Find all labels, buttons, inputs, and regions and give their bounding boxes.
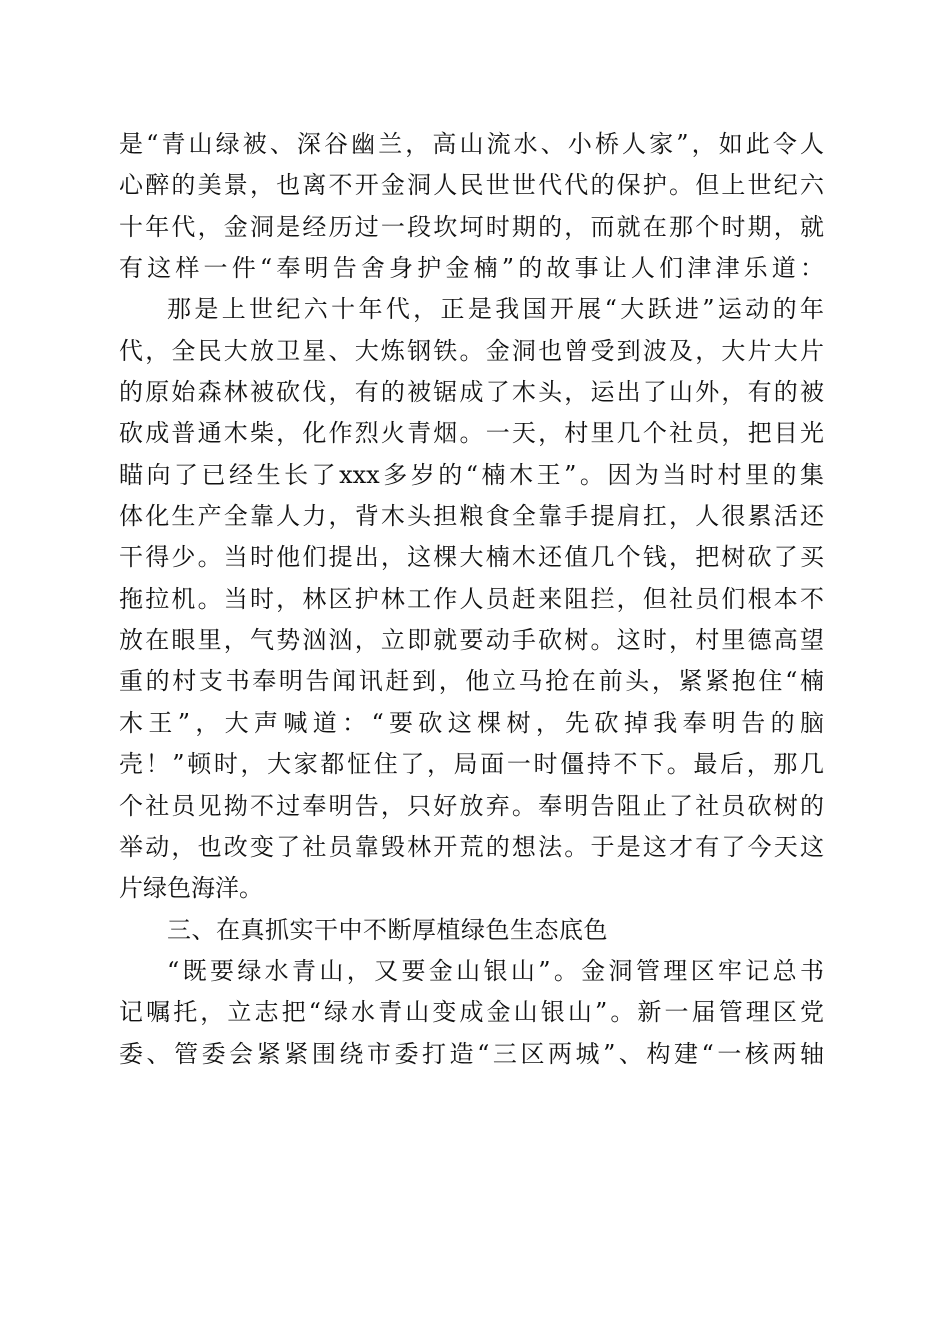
text-line: 拖拉机。当时，林区护林工作人员赶来阻拦，但社员们根本不 — [119, 584, 824, 613]
text-line: 的原始森林被砍伐，有的被锯成了木头，运出了山外，有的被 — [119, 378, 824, 407]
text-line: 十年代，金洞是经历过一段坎坷时期的，而就在那个时期，就 — [119, 212, 824, 241]
text-line: 记嘱托，立志把“绿水青山变成金山银山”。新一届管理区党 — [119, 998, 824, 1027]
text-line: 代，全民大放卫星、大炼钢铁。金洞也曾受到波及，大片大片 — [119, 336, 824, 365]
text-line: 木王”，大声喊道：“要砍这棵树，先砍掉我奉明告的脑 — [119, 708, 824, 737]
text-line: 体化生产全靠人力，背木头担粮食全靠手提肩扛，人很累活还 — [119, 502, 824, 531]
text-line: 片绿色海洋。 — [119, 874, 263, 903]
text-line: 那是上世纪六十年代，正是我国开展“大跃进”运动的年 — [167, 295, 824, 324]
text-line: 是“青山绿被、深谷幽兰，高山流水、小桥人家”，如此令人 — [119, 130, 824, 158]
text-line: 瞄向了已经生长了xxx多岁的“楠木王”。因为当时村里的集 — [119, 460, 824, 489]
text-line: 干得少。当时他们提出，这棵大楠木还值几个钱，把树砍了买 — [119, 543, 824, 572]
section-heading: 三、在真抓实干中不断厚植绿色生态底色 — [167, 915, 608, 944]
text-line: 砍成普通木柴，化作烈火青烟。一天，村里几个社员，把目光 — [119, 419, 824, 448]
text-line: “既要绿水青山，又要金山银山”。金洞管理区牢记总书 — [167, 956, 824, 985]
text-line: 心醉的美景，也离不开金洞人民世世代代的保护。但上世纪六 — [119, 171, 824, 200]
text-line: 委、管委会紧紧围绕市委打造“三区两城”、构建“一核两轴 — [119, 1039, 824, 1068]
text-line: 个社员见拗不过奉明告，只好放弃。奉明告阻止了社员砍树的 — [119, 791, 824, 820]
text-line: 重的村支书奉明告闻讯赶到，他立马抢在前头，紧紧抱住“楠 — [119, 667, 824, 696]
text-line: 有这样一件“奉明告舍身护金楠”的故事让人们津津乐道： — [119, 254, 824, 283]
text-line: 壳！”顿时，大家都怔住了，局面一时僵持不下。最后，那几 — [119, 750, 824, 779]
text-line: 放在眼里，气势汹汹，立即就要动手砍树。这时，村里德高望 — [119, 626, 824, 655]
body-text — [119, 124, 824, 1075]
text-line: 举动，也改变了社员靠毁林开荒的想法。于是这才有了今天这 — [119, 832, 824, 861]
